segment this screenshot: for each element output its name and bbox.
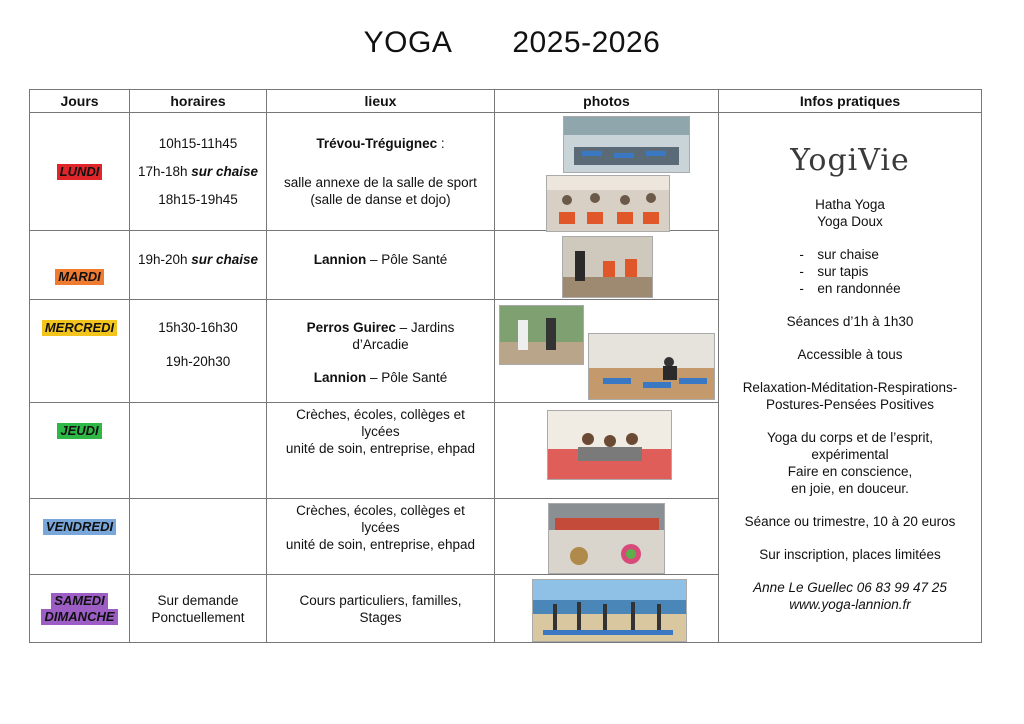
style-item: Hatha Yoga bbox=[815, 196, 885, 212]
times-cell bbox=[130, 113, 267, 231]
day-cell bbox=[30, 231, 130, 300]
place-detail: lycées bbox=[361, 520, 400, 535]
header-lieux: lieux bbox=[267, 90, 495, 113]
place-name: Lannion – Pôle Santé bbox=[313, 370, 448, 385]
yogivie-logo: YogiVie bbox=[790, 142, 910, 178]
header-photos: photos bbox=[495, 90, 719, 113]
place-cell bbox=[267, 113, 495, 231]
page-title bbox=[0, 26, 1024, 60]
photo-mercredi-mats bbox=[588, 333, 715, 400]
infos-cell bbox=[719, 113, 982, 643]
style-item: Yoga Doux bbox=[817, 213, 883, 229]
header-jours: Jours bbox=[30, 90, 130, 113]
place-detail: unité de soin, entreprise, ehpad bbox=[285, 537, 476, 552]
time-slot: 10h15-11h45 bbox=[158, 136, 238, 151]
place-detail: Stages bbox=[359, 609, 402, 625]
day-label: VENDREDI bbox=[43, 519, 116, 535]
registration-text: Sur inscription, places limitées bbox=[759, 546, 941, 562]
place-detail: (salle de danse et dojo) bbox=[310, 192, 451, 207]
place-detail: unité de soin, entreprise, ehpad bbox=[285, 441, 476, 456]
place-detail: salle annexe de la salle de sport bbox=[284, 175, 477, 190]
day-label: JEUDI bbox=[57, 423, 101, 439]
photo-mercredi-garden bbox=[499, 305, 584, 365]
day-label: SAMEDI bbox=[51, 593, 108, 609]
place-name: Perros Guirec – Jardins bbox=[306, 320, 455, 335]
philosophy-text: en joie, en douceur. bbox=[791, 480, 909, 496]
day-cell bbox=[30, 300, 130, 403]
place-detail: lycées bbox=[361, 424, 400, 439]
day-cell bbox=[30, 113, 130, 231]
photo-lundi-mats bbox=[563, 116, 690, 173]
time-slot: 17h-18h sur chaise bbox=[137, 164, 259, 179]
schedule-table bbox=[29, 89, 982, 643]
modes-list bbox=[799, 246, 900, 297]
title-season: 2025-2026 bbox=[512, 26, 661, 59]
table-row bbox=[30, 113, 982, 231]
photo-mardi bbox=[562, 236, 653, 298]
header-infos: Infos pratiques bbox=[719, 90, 982, 113]
place-cell bbox=[267, 300, 495, 403]
philosophy-text: Faire en conscience, bbox=[787, 463, 913, 479]
duration-text: Séances d’1h à 1h30 bbox=[786, 313, 914, 329]
website-link[interactable]: www.yoga-lannion.fr bbox=[789, 596, 911, 612]
practices-text: Postures-Pensées Positives bbox=[765, 396, 935, 412]
place-name: Trévou-Tréguignec : bbox=[316, 136, 445, 151]
place-detail: Crèches, écoles, collèges et bbox=[296, 407, 465, 422]
header-horaires: horaires bbox=[130, 90, 267, 113]
day-cell bbox=[30, 575, 130, 643]
price-text: Séance ou trimestre, 10 à 20 euros bbox=[744, 513, 956, 529]
place-name: Lannion – Pôle Santé bbox=[313, 252, 448, 267]
time-slot: 19h-20h30 bbox=[165, 354, 231, 369]
times-cell bbox=[130, 231, 267, 300]
photo-weekend-beach bbox=[532, 579, 687, 642]
place-cell bbox=[267, 403, 495, 499]
mode-item: - sur chaise bbox=[799, 246, 900, 263]
times-cell bbox=[130, 499, 267, 575]
place-cell bbox=[267, 499, 495, 575]
philosophy-text: Yoga du corps et de l’esprit, bbox=[766, 429, 934, 445]
day-cell bbox=[30, 403, 130, 499]
day-cell bbox=[30, 499, 130, 575]
day-label: DIMANCHE bbox=[41, 609, 117, 625]
time-slot: 15h30-16h30 bbox=[158, 320, 238, 335]
photo-lundi-chairs bbox=[546, 175, 670, 232]
access-text: Accessible à tous bbox=[797, 346, 903, 362]
place-cell bbox=[267, 575, 495, 643]
time-slot: Ponctuellement bbox=[151, 609, 245, 625]
time-slot: 18h15-19h45 bbox=[158, 192, 238, 207]
day-label: MERCREDI bbox=[42, 320, 117, 336]
philosophy-text: expérimental bbox=[811, 446, 889, 462]
place-cell bbox=[267, 231, 495, 300]
times-cell bbox=[130, 575, 267, 643]
photo-vendredi bbox=[548, 503, 665, 574]
place-detail: d’Arcadie bbox=[352, 337, 409, 352]
times-cell bbox=[130, 403, 267, 499]
title-yoga: YOGA bbox=[363, 26, 453, 59]
practices-text: Relaxation-Méditation-Respirations- bbox=[742, 379, 958, 395]
time-slot: Sur demande bbox=[157, 592, 239, 608]
mode-item: - en randonnée bbox=[799, 280, 900, 297]
times-cell bbox=[130, 300, 267, 403]
time-slot: 19h-20h sur chaise bbox=[137, 252, 259, 267]
place-detail: Crèches, écoles, collèges et bbox=[296, 503, 465, 518]
header-row bbox=[30, 90, 982, 113]
day-label: LUNDI bbox=[57, 164, 103, 180]
mode-item: - sur tapis bbox=[799, 263, 900, 280]
contact-text: Anne Le Guellec 06 83 99 47 25 bbox=[753, 579, 947, 595]
photo-jeudi bbox=[547, 410, 672, 480]
place-detail: Cours particuliers, familles, bbox=[299, 592, 462, 608]
day-label: MARDI bbox=[55, 269, 104, 285]
